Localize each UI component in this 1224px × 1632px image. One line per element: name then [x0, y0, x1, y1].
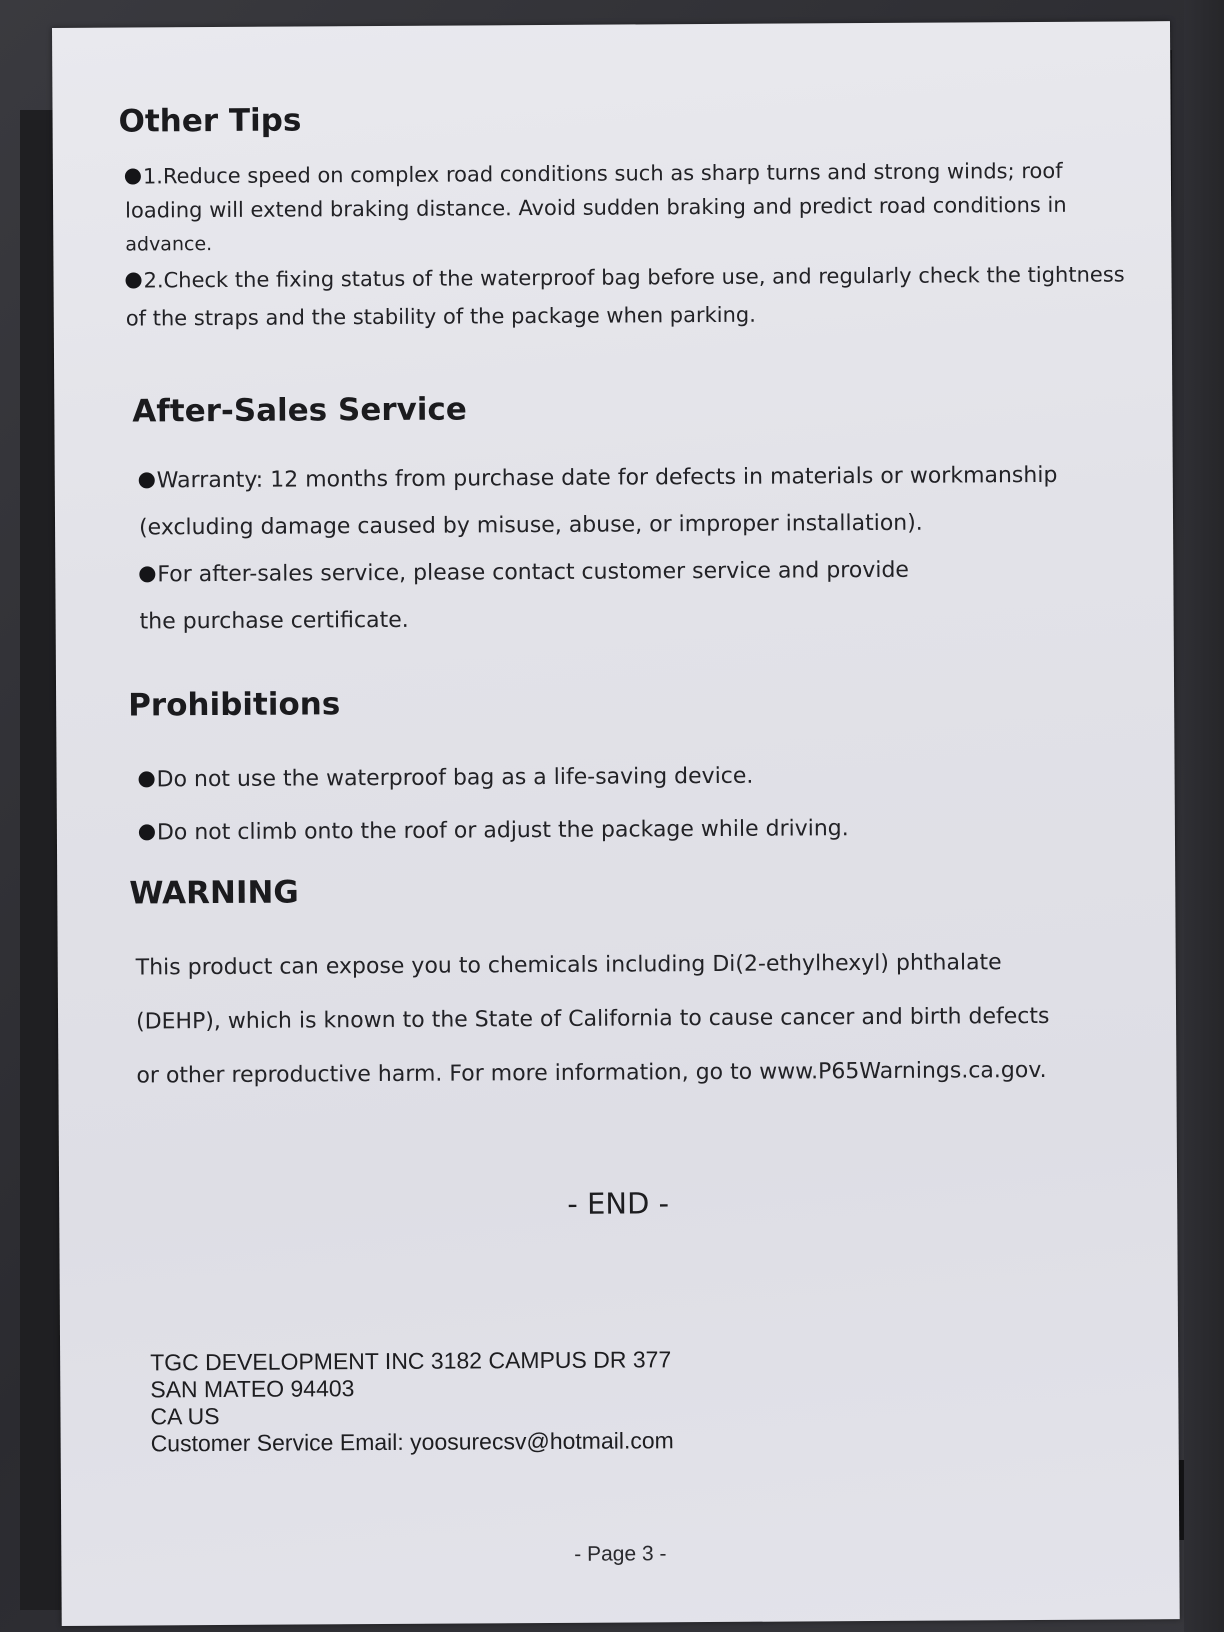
prohibition-item: Do not use the waterproof bag as a life-saving device. [138, 749, 848, 806]
prohibitions-heading: Prohibitions [128, 686, 341, 724]
warning-heading: WARNING [129, 874, 299, 912]
other-tips-item-1-line: advance. [125, 233, 213, 256]
other-tips-item-2 [125, 255, 1125, 337]
warranty-line: Warranty: 12 months from purchase date for defects in materials or workmanship [139, 452, 1058, 505]
prohibition-item: Do not climb onto the roof or adjust the package while driving. [139, 802, 849, 859]
warning-body [136, 936, 1050, 1104]
address-line-3: CA US [150, 1403, 220, 1430]
other-tips-item-2-line: of the straps and the stability of the package when parking. [125, 302, 756, 331]
bullet-icon [139, 771, 155, 787]
bullet-icon [139, 472, 155, 488]
company-address [150, 1346, 674, 1457]
other-tips-heading: Other Tips [118, 102, 302, 140]
end-marker: - END - [567, 1186, 670, 1221]
after-sales-heading: After-Sales Service [132, 391, 467, 430]
warranty-line: (excluding damage caused by misuse, abuse, or improper installation). [138, 510, 923, 541]
other-tips-item-1-line: loading will extend braking distance. Avoid sudden braking and predict road conditions in [125, 192, 1067, 223]
after-sales-body [139, 452, 1059, 646]
bullet-icon [139, 824, 155, 840]
address-line-2: SAN MATEO 94403 [150, 1375, 355, 1403]
other-tips-item-1 [125, 154, 1067, 262]
address-line-1: TGC DEVELOPMENT INC 3182 CAMPUS DR 377 [150, 1346, 672, 1376]
bullet-icon [125, 168, 141, 184]
other-tips-item-1-line: 1.Reduce speed on complex road conditions such as sharp turns and strong winds; roof [125, 154, 1067, 194]
bullet-icon [125, 272, 141, 288]
service-line: the purchase certificate. [139, 607, 409, 635]
background-edge [1184, 0, 1224, 1632]
manual-page [52, 21, 1180, 1626]
warning-line: This product can expose you to chemicals including Di(2-ethylhexyl) phthalate [135, 950, 1002, 981]
warning-line: (DEHP), which is known to the State of California to cause cancer and birth defects [135, 1003, 1050, 1035]
bullet-icon [139, 566, 155, 582]
page-number: - Page 3 - [574, 1542, 667, 1566]
customer-service-email: Customer Service Email: yoosurecsv@hotmail.com [150, 1427, 674, 1457]
prohibitions-list [138, 749, 848, 859]
service-line: For after-sales service, please contact customer service and provide [139, 546, 1058, 599]
other-tips-item-2-line: 2.Check the fixing status of the waterproof bag before use, and regularly check the tightness [125, 255, 1124, 299]
warning-line: or other reproductive harm. For more information, go to www.P65Warnings.ca.gov. [136, 1057, 1047, 1089]
